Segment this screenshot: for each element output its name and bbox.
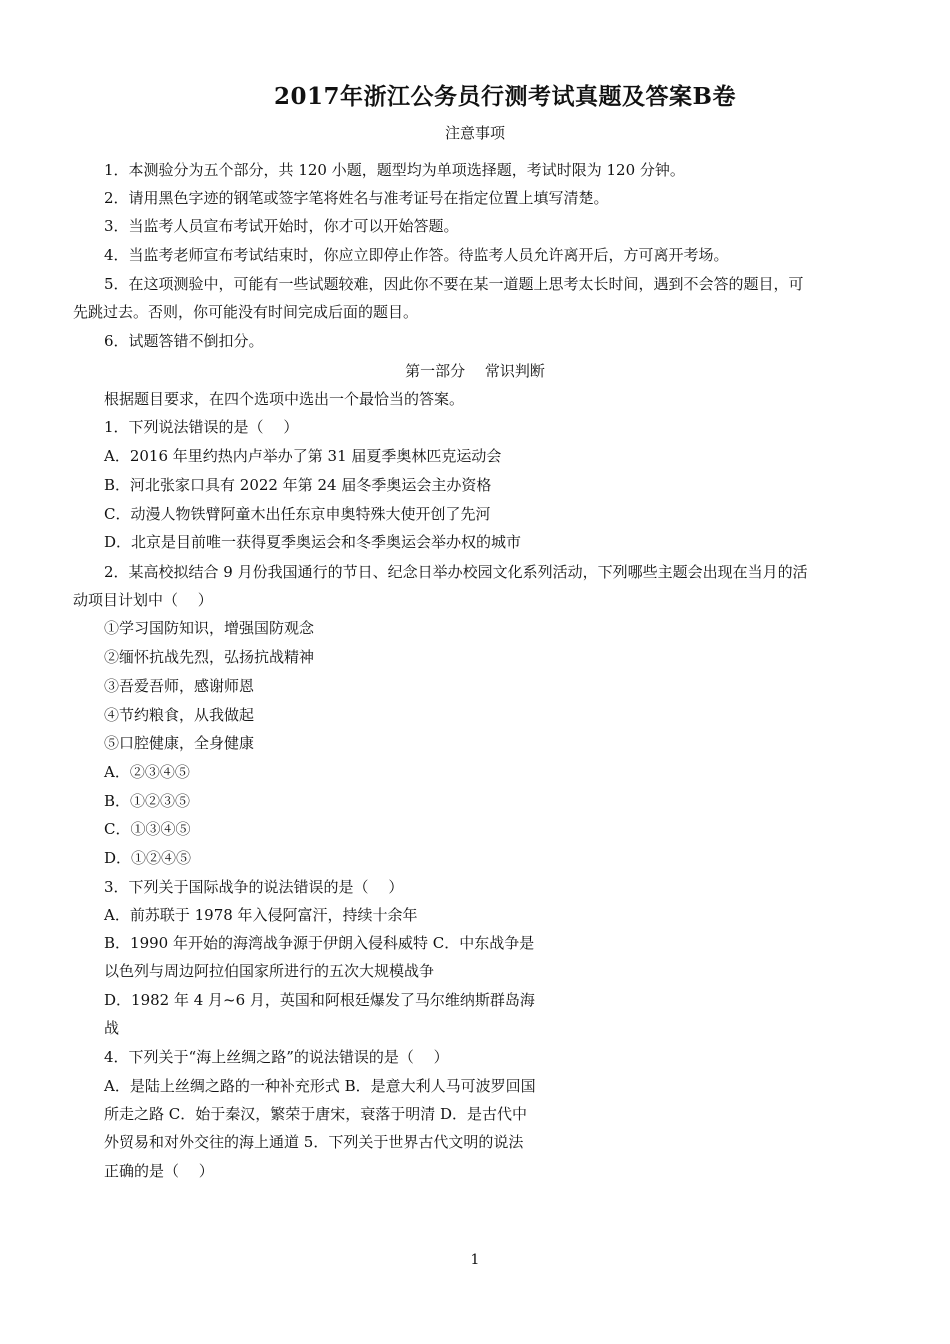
notice-item: 3．当监考人员宣布考试开始时，你才可以开始答题。 bbox=[104, 217, 459, 235]
question-stem-continued: 动项目计划中（ ） bbox=[73, 591, 213, 609]
question-text-line: 正确的是（ ） bbox=[104, 1162, 214, 1180]
question-text-line: 战 bbox=[104, 1019, 120, 1037]
question-option: B．①②③⑤ bbox=[104, 792, 191, 810]
notice-item: 6．试题答错不倒扣分。 bbox=[104, 332, 264, 350]
section-instruction: 根据题目要求，在四个选项中选出一个最恰当的答案。 bbox=[104, 390, 465, 408]
notice-item: 1．本测验分为五个部分，共 120 小题，题型均为单项选择题，考试时限为 120 分钟。 bbox=[104, 161, 685, 179]
question-text-line: A．前苏联于 1978 年入侵阿富汗，持续十余年 bbox=[104, 906, 418, 924]
question-item: ④节约粮食，从我做起 bbox=[104, 706, 255, 724]
question-text-line: 外贸易和对外交往的海上通道 5．下列关于世界古代文明的说法 bbox=[104, 1133, 524, 1151]
page-number: 1 bbox=[470, 1252, 480, 1268]
question-option: A．②③④⑤ bbox=[104, 763, 190, 781]
question-item: ③吾爱吾师，感谢师恩 bbox=[104, 677, 255, 695]
question-text-line: D．1982 年 4 月~6 月，英国和阿根廷爆发了马尔维纳斯群岛海 bbox=[104, 991, 535, 1009]
question-text-line: 所走之路 C．始于秦汉，繁荣于唐宋，衰落于明清 D．是古代中 bbox=[104, 1105, 528, 1123]
question-stem: 3．下列关于国际战争的说法错误的是（ ） bbox=[104, 878, 404, 896]
question-option: C．①③④⑤ bbox=[104, 820, 191, 838]
section-heading: 第一部分 常识判断 bbox=[405, 362, 545, 380]
question-text-line: 以色列与周边阿拉伯国家所进行的五次大规模战争 bbox=[104, 962, 435, 980]
question-option: C．动漫人物铁臂阿童木出任东京申奥特殊大使开创了先河 bbox=[104, 505, 491, 523]
notice-item: 4．当监考老师宣布考试结束时，你应立即停止作答。待监考人员允许离开后，方可离开考场。 bbox=[104, 246, 729, 264]
question-option: A．2016 年里约热内卢举办了第 31 届夏季奥林匹克运动会 bbox=[104, 447, 502, 465]
question-stem: 1．下列说法错误的是（ ） bbox=[104, 418, 299, 436]
question-item: ①学习国防知识，增强国防观念 bbox=[104, 619, 315, 637]
question-item: ⑤口腔健康，全身健康 bbox=[104, 734, 255, 752]
notice-heading: 注意事项 bbox=[444, 124, 505, 142]
question-stem: 4．下列关于“海上丝绸之路”的说法错误的是（ ） bbox=[104, 1048, 449, 1066]
question-stem: 2．某高校拟结合 9 月份我国通行的节日、纪念日举办校园文化系列活动，下列哪些主题会出现在当月的活 bbox=[104, 563, 808, 581]
notice-item-continued: 先跳过去。否则，你可能没有时间完成后面的题目。 bbox=[73, 303, 419, 321]
question-option: D．①②④⑤ bbox=[104, 849, 192, 867]
document-title: 2017年浙江公务员行测考试真题及答案B卷 bbox=[274, 83, 736, 110]
question-option: B．河北张家口具有 2022 年第 24 届冬季奥运会主办资格 bbox=[104, 476, 492, 494]
question-text-line: A．是陆上丝绸之路的一种补充形式 B．是意大利人马可波罗回国 bbox=[104, 1077, 536, 1095]
question-item: ②缅怀抗战先烈，弘扬抗战精神 bbox=[104, 648, 315, 666]
question-text-line: B．1990 年开始的海湾战争源于伊朗入侵科威特 C．中东战争是 bbox=[104, 934, 535, 952]
question-option: D．北京是目前唯一获得夏季奥运会和冬季奥运会举办权的城市 bbox=[104, 533, 522, 551]
notice-item: 2．请用黑色字迹的钢笔或签字笔将姓名与准考证号在指定位置上填写清楚。 bbox=[104, 189, 609, 207]
notice-item: 5．在这项测验中，可能有一些试题较难，因此你不要在某一道题上思考太长时间，遇到不会答的题目，可 bbox=[104, 275, 804, 293]
